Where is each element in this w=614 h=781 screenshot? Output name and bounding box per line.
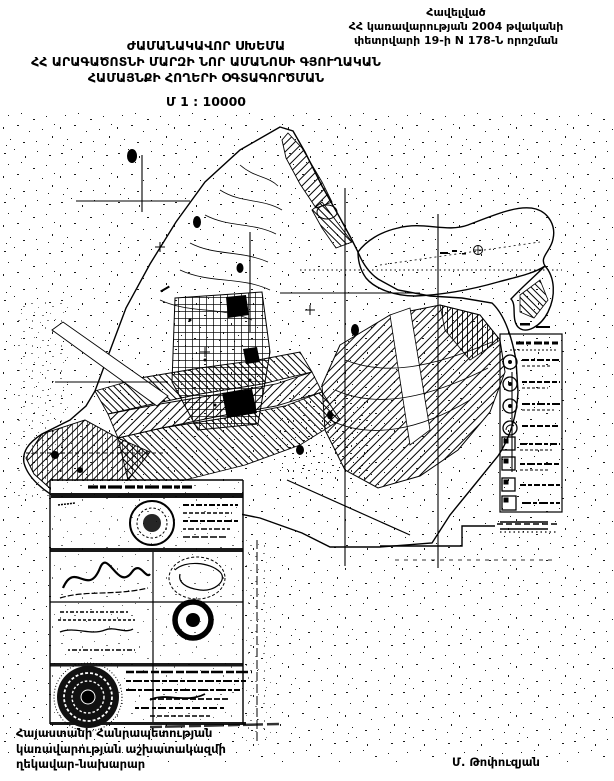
signature-title-block [16,726,226,773]
map-scale-label: Մ 1 : 10000 [166,94,246,109]
footer-line-2: կառավարության աշխատակազմի [16,741,226,756]
title-block [0,38,412,110]
title-line-2: ՀՀ ԱՐԱԳԱԾՈՏՆԻ ՄԱՐԶԻ ՆՈՐ ԱՄԱՆՈՍԻ ԳՅՈՒՂԱԿԱՆ [31,54,381,69]
footer-line-1: Հայաստանի Հանրապետության [16,726,213,740]
footer-line-3: ղեկավար-նախարար [16,757,146,771]
annex-line-2: ՀՀ կառավարության 2004 թվականի [348,20,564,33]
signatory-name: Մ. Թոփուզյան [452,755,540,769]
title-line-3: ՀԱՄԱՅՆՔԻ ՀՈՂԵՐԻ ՕԳՏԱԳՈՐԾՄԱՆ [87,70,325,85]
annex-line-3: փետրվարի 19-ի N 178-Ն որոշման [353,34,559,47]
annex-line-1: Հավելված [426,6,486,19]
title-line-1: ԺԱՄԱՆԱԿԱՎՈՐ ՍԽԵՄԱ [126,38,286,53]
